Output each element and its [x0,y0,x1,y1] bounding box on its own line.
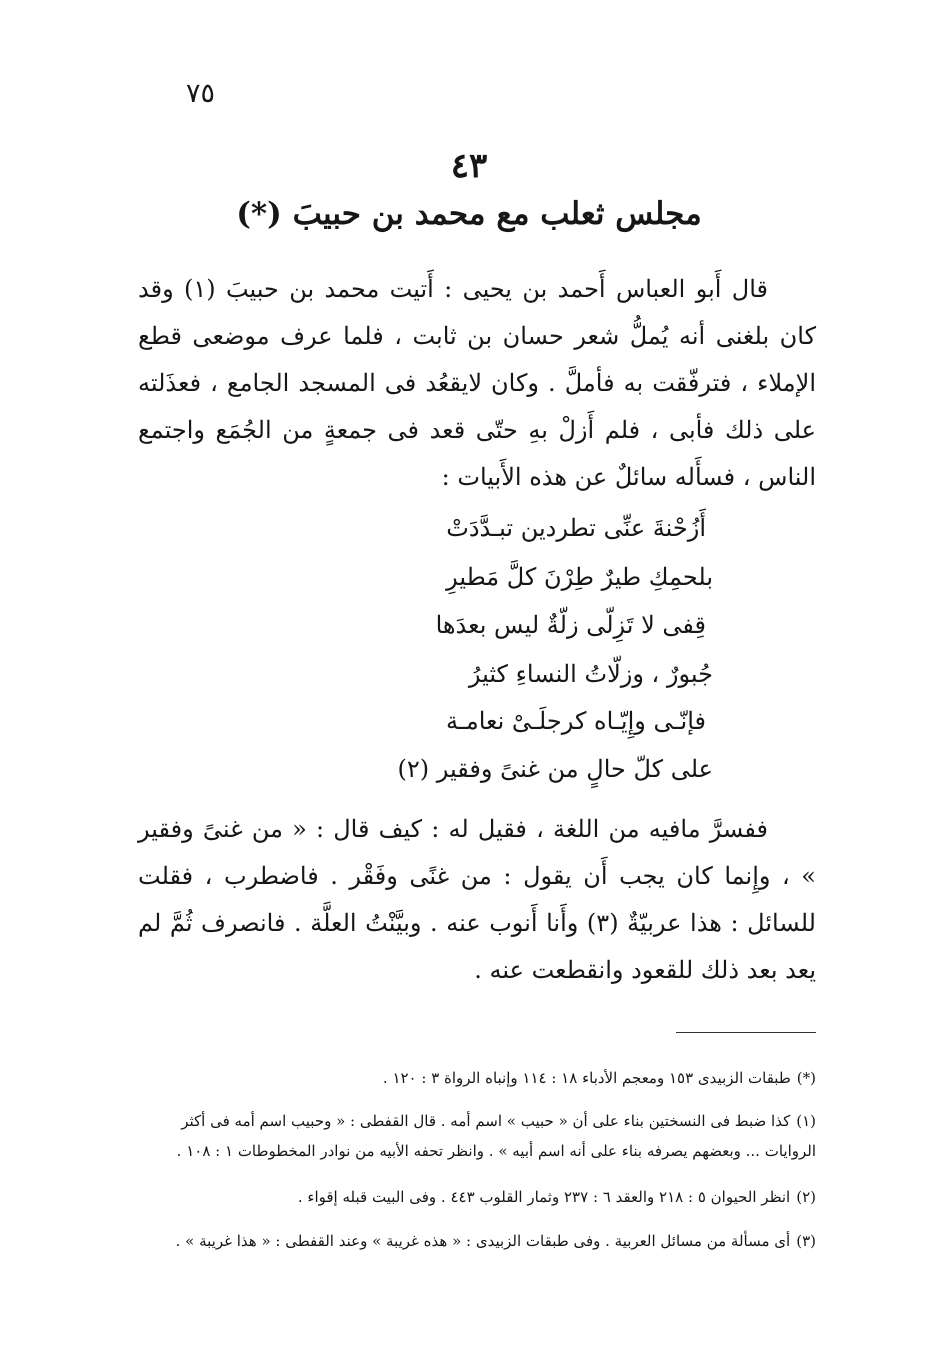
footnote [138,1182,816,1212]
footnote-text: أى مسألة من مسائل العربية . وفى طبقات الزبيدى : « هذه غريبة » وعند القفطى : « هذا غريبة » . [175,1232,791,1250]
footnote-text: طبقات الزبيدى ١٥٣ ومعجم الأدباء ١٨ : ١١٤ وإنباه الرواة ٣ : ١٢٠ . [382,1069,791,1087]
paragraph-2 [138,806,816,994]
chapter-title: مجلس ثعلب مع محمد بن حبيبَ (*) [236,196,702,232]
paragraph-1-text: قال أَبو العباس أَحمد بن يحيى : أَتيت محمد بن حبيبَ (١) وقد كان بلغنى أنه يُملُّ شعر حسان بن ثابت ، فلما عرف موضعى قطع الإملاء ، فترفّقت به فأملَّ . وكان لايقعُد فى المسجد الجامع ، فعذَلته على ذلك فأبى ، فلم أَزلْ بهِ حتّى قعد فى جمعةٍ من الجُمَع واجتمع الناس ، فسأَله سائلٌ عن هذه الأَبيات : [138,275,816,491]
footnote-mark: (٣) [796,1232,816,1250]
footnote-text: انظر الحيوان ٥ : ٢١٨ والعقد ٦ : ٢٣٧ وثمار القلوب ٤٤٣ . وفى البيت قبله إقواء . [297,1188,791,1206]
verse-line: قِفى لا تَزِلّى زلّةٌ ليس بعدَها [435,611,706,639]
footnote [138,1106,816,1166]
footnote-divider [676,1032,816,1033]
paragraph-1 [138,266,816,501]
footnote-mark: (*) [796,1069,816,1087]
page-number: ٧٥ [186,78,216,109]
footnote-mark: (٢) [796,1188,816,1206]
footnote [138,1063,816,1093]
footnote [138,1226,816,1256]
chapter-number: ٤٣ [450,146,488,186]
verse-line: جُبورٌ ، وزلّاتُ النساءِ كثيرُ [468,660,713,688]
verse-line: أَزُحْنةَ عنِّى تطردين تبـدَّدَتْ [446,514,706,542]
footnote-text: كذا ضبط فى النسختين بناء على أن « حبيب » اسم أمه . قال القفطى : « وحبيب اسم أمه فى أكثر الروايات ... وبعضهم يصرفه بناء على أنه اسم أبيه » . وانظر تحفه الأبيه من نوادر المخطوطات ١ : ١٠٨ . [176,1112,816,1160]
paragraph-2-text: ففسرَّ مافيه من اللغة ، فقيل له : كيف قال : « من غنىً وفقير » ، وإِنما كان يجب أَن يقول : من غنًى وفَقْر . فاضطرب ، فقلت للسائل : هذا عربيّةٌ (٣) وأَنا أَنوب عنه . وبيَّنْتُ العلَّة . فانصرف ثُمَّ لم يعد بعد ذلك للقعود وانقطعت عنه . [138,815,816,984]
verse-line: فإنّـى وإِيّـاه كرجلَـىْ نعامـة [445,707,706,735]
footnote-mark: (١) [796,1112,816,1130]
verse-line: على كلّ حالٍ من غنىً وفقير (٢) [397,755,713,783]
verse-line: بلحمِكِ طيرٌ طِرْنَ كلَّ مَطيرِ [446,563,713,591]
